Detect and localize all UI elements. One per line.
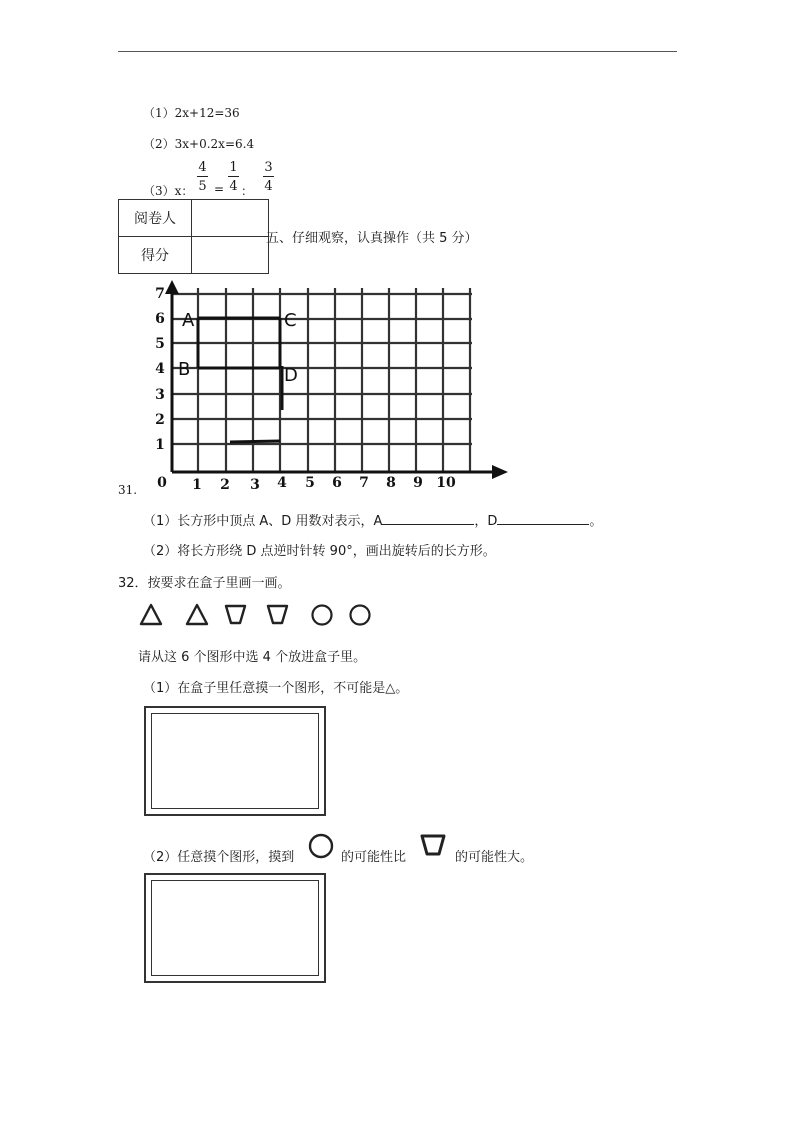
section-5-title: 五、仔细观察，认真操作（共 5 分） (266, 231, 478, 246)
equation-3-equals: = (214, 182, 225, 196)
x-axis-arrow (492, 465, 508, 479)
fraction-1-4 (228, 160, 239, 194)
fraction-numerator: 3 (264, 160, 273, 175)
y-tick-label: 4 (155, 361, 165, 377)
equation-2: （2）3x+0.2x=6.4 (143, 137, 255, 151)
rectangle-ABCD (198, 318, 282, 442)
point-B-label: B (178, 359, 191, 380)
x-tick-label: 6 (332, 475, 342, 491)
fraction-denominator: 5 (198, 179, 207, 194)
reviewer-label: 阅卷人 (119, 200, 192, 237)
circle-icon (306, 832, 336, 860)
question-32-part-2-mid: 的可能性比 (341, 850, 407, 865)
x-tick-label: 2 (220, 477, 230, 493)
y-tick-label: 3 (155, 387, 165, 403)
triangle-icon (187, 605, 207, 624)
fraction-bar (197, 176, 208, 177)
question-31-part-1 (143, 510, 602, 529)
circle-icon (313, 606, 332, 625)
x-tick-label: 7 (359, 475, 369, 491)
x-tick-label: 8 (386, 475, 396, 491)
y-axis-arrow (165, 280, 179, 294)
fraction-numerator: 1 (229, 160, 238, 175)
coordinate-grid (140, 280, 515, 495)
y-tick-label: 5 (155, 336, 165, 352)
x-tick-label: 5 (305, 475, 315, 491)
answer-blank-D[interactable] (497, 512, 589, 525)
y-tick-label: 7 (155, 286, 165, 302)
point-A-label: A (182, 310, 195, 331)
drawing-box-inner (151, 713, 319, 809)
x-tick-label: 10 (436, 475, 456, 491)
y-tick-label: 6 (155, 311, 165, 327)
x-tick-label: 0 (157, 475, 167, 491)
score-cell[interactable] (192, 237, 269, 274)
drawing-box-1[interactable] (144, 706, 326, 816)
point-D-label: D (284, 365, 298, 386)
fraction-bar (263, 176, 274, 177)
equation-1: （1）2x+12=36 (143, 106, 240, 120)
q31-part1-end: 。 (589, 514, 603, 529)
x-tick-label: 3 (250, 477, 260, 493)
drawing-box-2[interactable] (144, 873, 326, 983)
trapezoid-icon (418, 832, 448, 860)
fraction-numerator: 4 (198, 160, 207, 175)
shape-set (138, 600, 378, 630)
question-31-number: 31. (118, 483, 138, 497)
trapezoid-icon (268, 606, 287, 623)
question-31-part-2: （2）将长方形绕 D 点逆时针转 90°，画出旋转后的长方形。 (143, 544, 496, 559)
question-32-part-2: （2）任意摸个图形，摸到 (143, 850, 295, 865)
q31-part1-mid: ，D (474, 514, 498, 529)
point-C-label: C (284, 310, 297, 331)
triangle-icon (141, 605, 161, 624)
fraction-3-4 (263, 160, 274, 194)
drawing-box-inner (151, 880, 319, 976)
x-tick-label: 4 (277, 475, 287, 491)
fraction-denominator: 4 (229, 179, 238, 194)
question-32-title: 32．按要求在盒子里画一画。 (118, 576, 291, 591)
score-table (118, 199, 269, 274)
fraction-denominator: 4 (264, 179, 273, 194)
question-32-instruction: 请从这 6 个图形中选 4 个放进盒子里。 (138, 650, 367, 665)
score-label: 得分 (119, 237, 192, 274)
y-tick-label: 2 (155, 412, 165, 428)
equation-3-colon: ： (241, 184, 254, 198)
header-rule (118, 51, 677, 52)
question-32-part-2-end: 的可能性大。 (455, 850, 534, 865)
x-tick-label: 1 (192, 477, 202, 493)
fraction-bar (228, 176, 239, 177)
q31-part1-text: （1）长方形中顶点 A、D 用数对表示，A (143, 514, 383, 529)
answer-blank-A[interactable] (382, 512, 474, 525)
fraction-4-5 (197, 160, 208, 194)
circle-icon (351, 606, 370, 625)
reviewer-cell[interactable] (192, 200, 269, 237)
y-tick-label: 1 (155, 437, 165, 453)
equation-3-prefix: （3）x： (143, 184, 194, 198)
x-tick-label: 9 (413, 475, 423, 491)
trapezoid-icon (226, 606, 245, 623)
question-32-part-1: （1）在盒子里任意摸一个图形，不可能是△。 (143, 681, 409, 696)
